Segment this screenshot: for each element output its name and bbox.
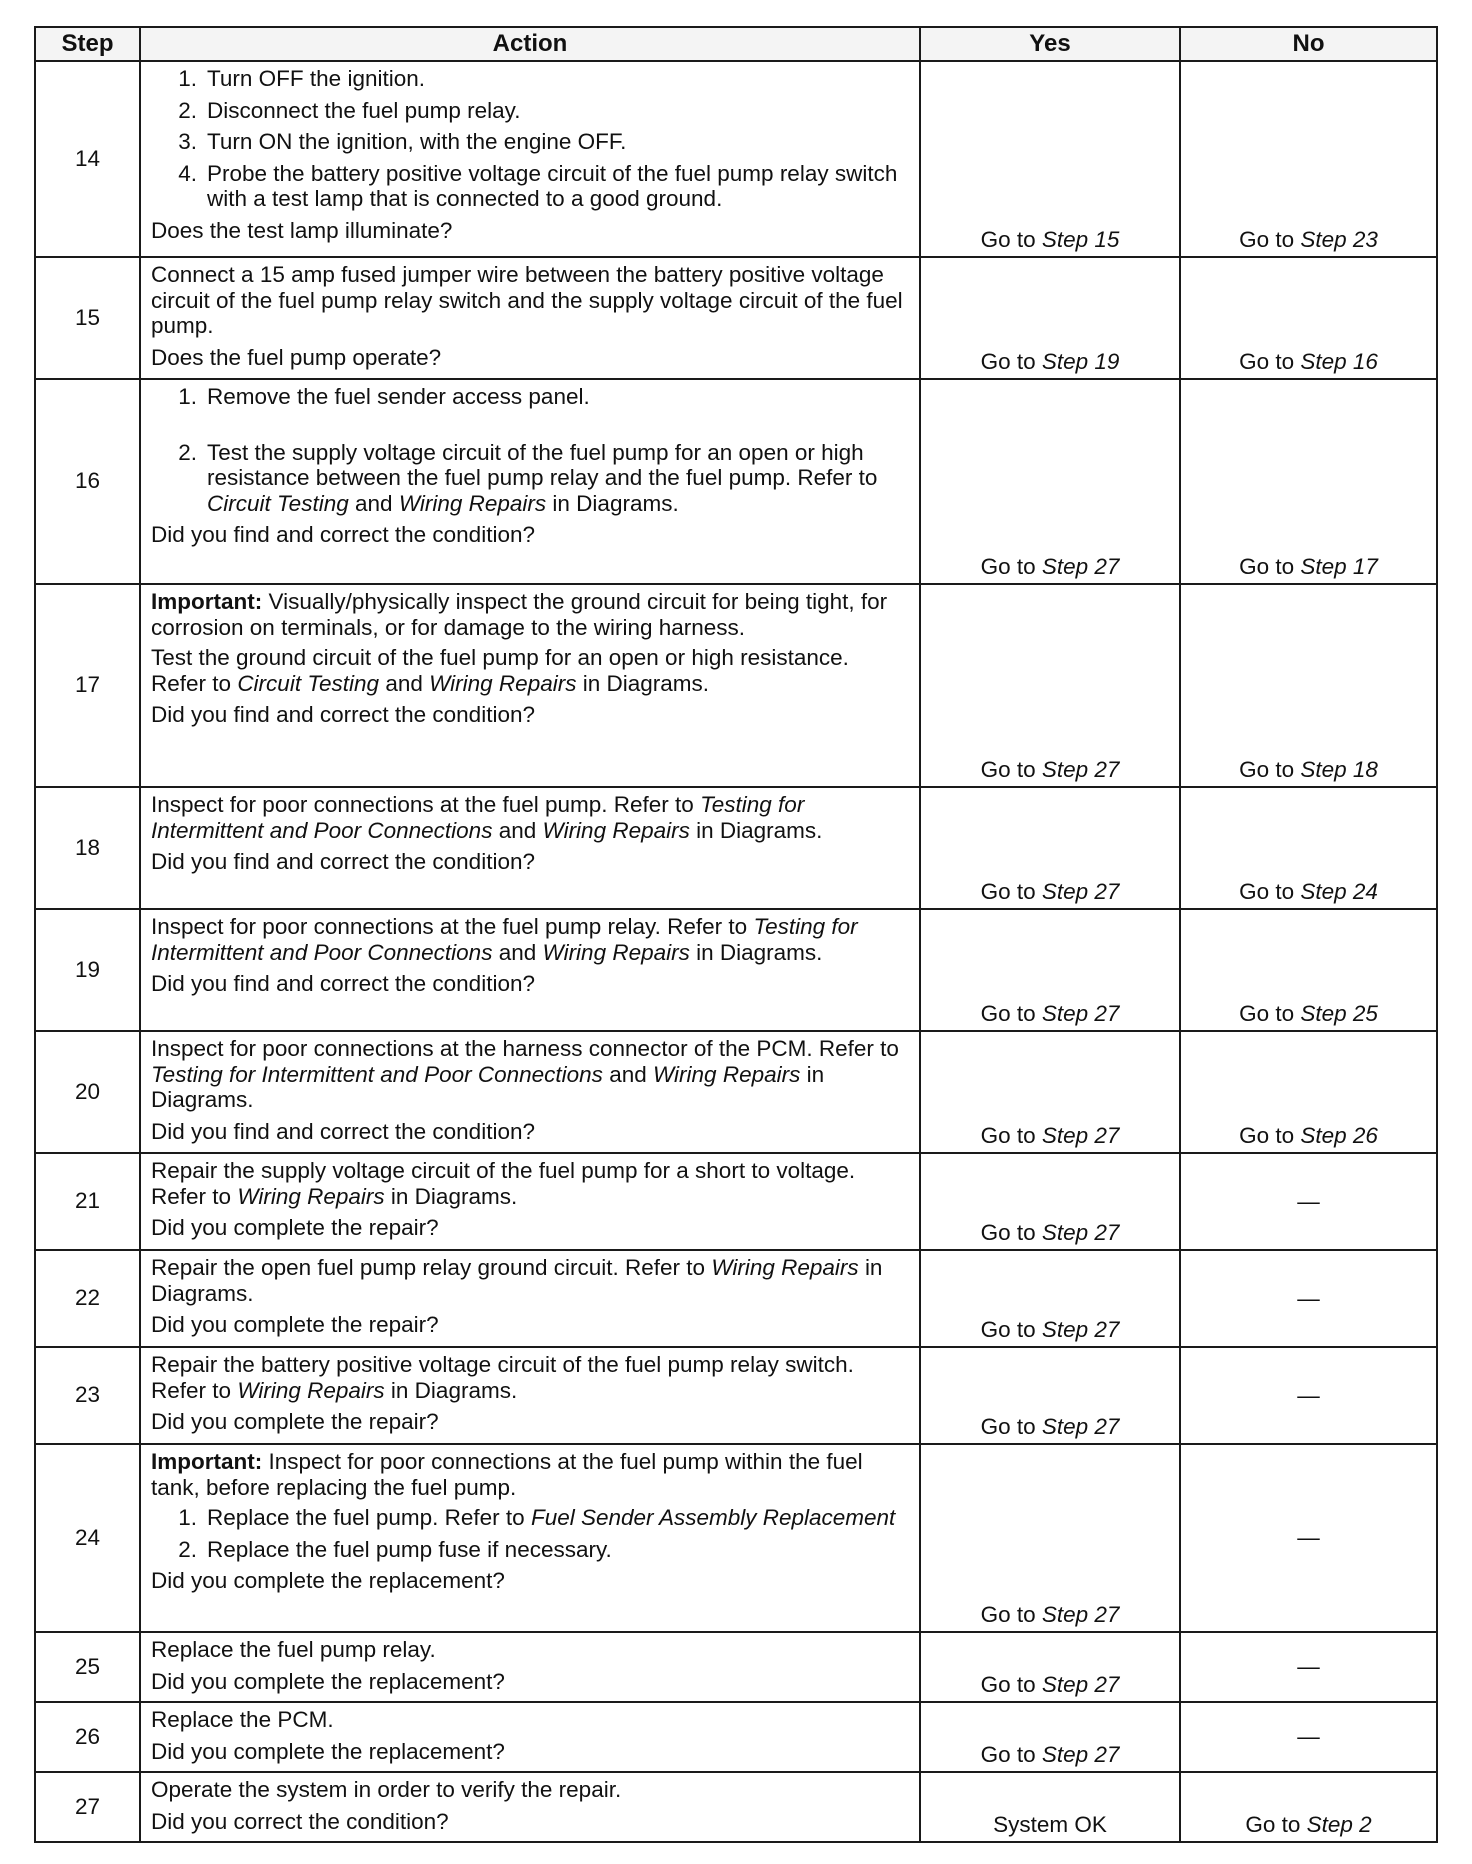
step-number: 27 xyxy=(35,1772,140,1842)
step-number: 24 xyxy=(35,1444,140,1632)
yes-cell: Go to Step 27 xyxy=(920,1153,1180,1250)
yes-cell: Go to Step 27 xyxy=(920,1444,1180,1632)
step-number: 16 xyxy=(35,379,140,584)
table-row xyxy=(35,379,1437,584)
table-row xyxy=(35,61,1437,257)
no-cell-empty: — xyxy=(1180,1444,1437,1632)
action-text: Inspect for poor connections at the fuel pump. Refer to Testing for Intermittent and Poor Connections and Wiring Repairs in Diagrams. xyxy=(151,792,823,843)
no-cell: Go to Step 2 xyxy=(1180,1772,1437,1842)
table-row xyxy=(35,1250,1437,1347)
important-note: Important: Inspect for poor connections at the fuel pump within the fuel tank, before replacing the fuel pump. xyxy=(151,1449,863,1500)
question: Did you complete the repair? xyxy=(151,1312,439,1337)
action-cell xyxy=(140,379,920,584)
no-cell-empty: — xyxy=(1180,1702,1437,1772)
table-row xyxy=(35,1702,1437,1772)
action-text: Repair the open fuel pump relay ground circuit. Refer to Wiring Repairs in Diagrams. xyxy=(151,1255,883,1306)
action-text: Inspect for poor connections at the fuel pump relay. Refer to Testing for Intermittent and Poor Connections and Wiring Repairs in Diagrams. xyxy=(151,914,858,965)
step-number: 15 xyxy=(35,257,140,379)
header-no: No xyxy=(1180,27,1437,61)
yes-cell: Go to Step 27 xyxy=(920,379,1180,584)
list-item: 2. Replace the fuel pump fuse if necessary. xyxy=(178,1536,612,1562)
question: Did you find and correct the condition? xyxy=(151,971,535,996)
yes-cell: Go to Step 27 xyxy=(920,1702,1180,1772)
question: Did you find and correct the condition? xyxy=(151,522,535,547)
yes-cell: Go to Step 27 xyxy=(920,787,1180,909)
table-row xyxy=(35,1347,1437,1444)
header-step: Step xyxy=(35,27,140,61)
action-text: Operate the system in order to verify the repair. xyxy=(151,1777,622,1802)
action-cell xyxy=(140,1702,920,1772)
action-cell xyxy=(140,257,920,379)
yes-cell: Go to Step 27 xyxy=(920,1250,1180,1347)
list-item: 2. Disconnect the fuel pump relay. xyxy=(178,97,521,123)
no-cell: Go to Step 26 xyxy=(1180,1031,1437,1153)
header-action: Action xyxy=(140,27,920,61)
question: Does the fuel pump operate? xyxy=(151,344,442,370)
yes-cell: System OK xyxy=(920,1772,1180,1842)
numbered-list xyxy=(151,66,909,212)
question: Did you correct the condition? xyxy=(151,1808,449,1834)
yes-cell: Go to Step 27 xyxy=(920,1347,1180,1444)
list-item: 2. Test the supply voltage circuit of the fuel pump for an open or high resistance between the fuel pump relay and the fuel pump. Refer to Circuit Testing and Wiring Repairs in Diagrams. xyxy=(178,439,878,516)
table-row xyxy=(35,257,1437,379)
step-number: 21 xyxy=(35,1153,140,1250)
step-number: 18 xyxy=(35,787,140,909)
important-note: Important: Visually/physically inspect the ground circuit for being tight, for corrosion on terminals, or for damage to the wiring harness. xyxy=(151,589,888,640)
action-cell xyxy=(140,1153,920,1250)
action-cell xyxy=(140,1347,920,1444)
table-row xyxy=(35,787,1437,909)
action-cell xyxy=(140,584,920,787)
action-cell xyxy=(140,909,920,1031)
table-row xyxy=(35,1772,1437,1842)
yes-cell: Go to Step 27 xyxy=(920,584,1180,787)
action-cell xyxy=(140,61,920,257)
yes-cell: Go to Step 19 xyxy=(920,257,1180,379)
step-number: 25 xyxy=(35,1632,140,1702)
yes-cell: Go to Step 27 xyxy=(920,1031,1180,1153)
no-cell-empty: — xyxy=(1180,1250,1437,1347)
table-row xyxy=(35,1632,1437,1702)
step-number: 19 xyxy=(35,909,140,1031)
question: Did you complete the repair? xyxy=(151,1409,439,1434)
action-text: Repair the supply voltage circuit of the fuel pump for a short to voltage. Refer to Wiring Repairs in Diagrams. xyxy=(151,1158,856,1209)
no-cell-empty: — xyxy=(1180,1632,1437,1702)
question: Did you complete the replacement? xyxy=(151,1568,505,1593)
action-text: Replace the PCM. xyxy=(151,1707,334,1732)
step-number: 14 xyxy=(35,61,140,257)
action-text: Test the ground circuit of the fuel pump for an open or high resistance. Refer to Circuit Testing and Wiring Repairs in Diagrams. xyxy=(151,645,849,696)
table-row xyxy=(35,1444,1437,1632)
yes-cell: Go to Step 27 xyxy=(920,1632,1180,1702)
table-row xyxy=(35,909,1437,1031)
step-number: 17 xyxy=(35,584,140,787)
no-cell: Go to Step 17 xyxy=(1180,379,1437,584)
action-cell xyxy=(140,1772,920,1842)
step-number: 26 xyxy=(35,1702,140,1772)
action-text: Replace the fuel pump relay. xyxy=(151,1637,436,1662)
action-cell xyxy=(140,1444,920,1632)
no-cell: Go to Step 25 xyxy=(1180,909,1437,1031)
table-row xyxy=(35,1031,1437,1153)
table-row xyxy=(35,1153,1437,1250)
list-item: 1. Remove the fuel sender access panel. xyxy=(178,384,590,409)
list-item: 4. Probe the battery positive voltage circuit of the fuel pump relay switch with a test lamp that is connected to a good ground. xyxy=(178,160,898,211)
action-text: Inspect for poor connections at the harness connector of the PCM. Refer to Testing for Intermittent and Poor Connections and Wiring Repairs in Diagrams. xyxy=(151,1036,899,1112)
diagnostic-table-sheet xyxy=(34,26,1436,1843)
no-cell: Go to Step 18 xyxy=(1180,584,1437,787)
step-number: 20 xyxy=(35,1031,140,1153)
action-cell xyxy=(140,1250,920,1347)
question: Did you find and correct the condition? xyxy=(151,849,535,874)
yes-cell: Go to Step 27 xyxy=(920,909,1180,1031)
no-cell: Go to Step 16 xyxy=(1180,257,1437,379)
action-text: Connect a 15 amp fused jumper wire between the battery positive voltage circuit of the fuel pump relay switch and the supply voltage circuit of the fuel pump. xyxy=(151,262,903,338)
no-cell: Go to Step 23 xyxy=(1180,61,1437,257)
yes-cell: Go to Step 15 xyxy=(920,61,1180,257)
action-cell xyxy=(140,1031,920,1153)
question: Did you complete the repair? xyxy=(151,1215,439,1240)
question: Did you find and correct the condition? xyxy=(151,1118,535,1144)
no-cell-empty: — xyxy=(1180,1153,1437,1250)
list-item: 1. Replace the fuel pump. Refer to Fuel Sender Assembly Replacement xyxy=(178,1505,896,1530)
no-cell: Go to Step 24 xyxy=(1180,787,1437,909)
step-number: 23 xyxy=(35,1347,140,1444)
header-yes: Yes xyxy=(920,27,1180,61)
action-cell xyxy=(140,787,920,909)
no-cell-empty: — xyxy=(1180,1347,1437,1444)
list-item: 1. Turn OFF the ignition. xyxy=(178,66,426,91)
question: Did you complete the replacement? xyxy=(151,1668,505,1694)
diagnostic-table xyxy=(34,26,1438,1843)
action-cell xyxy=(140,1632,920,1702)
step-number: 22 xyxy=(35,1250,140,1347)
question: Did you complete the replacement? xyxy=(151,1738,505,1764)
action-text: Repair the battery positive voltage circuit of the fuel pump relay switch. Refer to Wiring Repairs in Diagrams. xyxy=(151,1352,854,1403)
question: Did you find and correct the condition? xyxy=(151,702,535,727)
question: Does the test lamp illuminate? xyxy=(151,217,453,243)
table-row xyxy=(35,584,1437,787)
header-row xyxy=(35,27,1437,61)
list-item: 3. Turn ON the ignition, with the engine OFF. xyxy=(178,129,627,154)
